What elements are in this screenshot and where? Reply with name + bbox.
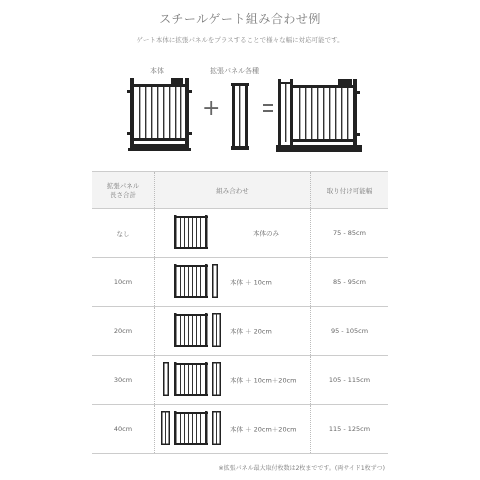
gate-body-icon	[174, 362, 208, 398]
panel-length-cell: 40cm	[92, 405, 155, 454]
extension-panel-20cm-icon	[212, 313, 221, 349]
col-header-fit-width: 取り付け可能幅	[311, 172, 389, 209]
combination-text: 本体 ＋ 20cm	[230, 327, 272, 336]
panel-length-cell: なし	[92, 209, 155, 258]
col-header-panel-length: 拡張パネル 長さ合計	[92, 172, 155, 209]
panel-length-cell: 20cm	[92, 307, 155, 356]
panel-length-cell: 10cm	[92, 258, 155, 307]
plus-sign: +	[202, 96, 221, 121]
fit-width-cell: 115 - 125cm	[311, 405, 389, 454]
fit-width-cell: 95 - 105cm	[311, 307, 389, 356]
extension-panel-20cm-icon	[212, 362, 221, 398]
col-header-combination: 組み合わせ	[155, 172, 311, 209]
table-row	[92, 209, 388, 258]
table-row	[92, 258, 388, 307]
table-row	[92, 307, 388, 356]
table-row	[92, 405, 388, 454]
combination-table	[92, 171, 388, 454]
page-subtitle: ゲート本体に拡張パネルをプラスすることで様々な幅に対応可能です。	[136, 36, 344, 44]
equals-sign	[263, 104, 273, 116]
panel-length-cell: 30cm	[92, 356, 155, 405]
combination-text: 本体 ＋ 10cm	[230, 278, 272, 287]
combination-text: 本体 ＋ 20cm＋20cm	[230, 425, 297, 434]
gate-body-illustration	[127, 78, 197, 153]
gate-body-icon	[174, 215, 208, 251]
fit-width-cell: 85 - 95cm	[311, 258, 389, 307]
combination-text: 本体 ＋ 10cm＋20cm	[230, 376, 297, 385]
table-row	[92, 356, 388, 405]
fit-width-cell: 105 - 115cm	[311, 356, 389, 405]
footnote: ※拡張パネル最大取付枚数は2枚までです。(両サイド1枚ずつ)	[218, 465, 385, 472]
combination-cell	[155, 258, 311, 307]
table-header-row	[92, 172, 388, 209]
combination-cell	[155, 307, 311, 356]
combined-gate-illustration	[276, 79, 362, 153]
gate-body-icon	[174, 411, 208, 447]
page-title: スチールゲート組み合わせ例	[159, 12, 321, 26]
gate-body-label: 本体	[150, 67, 164, 75]
gate-body-icon	[174, 313, 208, 349]
fit-width-cell: 75 - 85cm	[311, 209, 389, 258]
extension-panel-illustration	[231, 83, 249, 151]
combination-cell	[155, 356, 311, 405]
extension-panels-label: 拡張パネル各種	[210, 67, 259, 75]
extension-panel-10cm-icon	[212, 264, 218, 300]
gate-body-icon	[174, 264, 208, 300]
extension-panel-10cm-icon	[163, 362, 169, 398]
extension-panel-20cm-icon	[212, 411, 221, 447]
combination-cell	[155, 405, 311, 454]
extension-panel-20cm-icon	[161, 411, 170, 447]
combination-text: 本体のみ	[253, 229, 279, 238]
combination-cell	[155, 209, 311, 258]
